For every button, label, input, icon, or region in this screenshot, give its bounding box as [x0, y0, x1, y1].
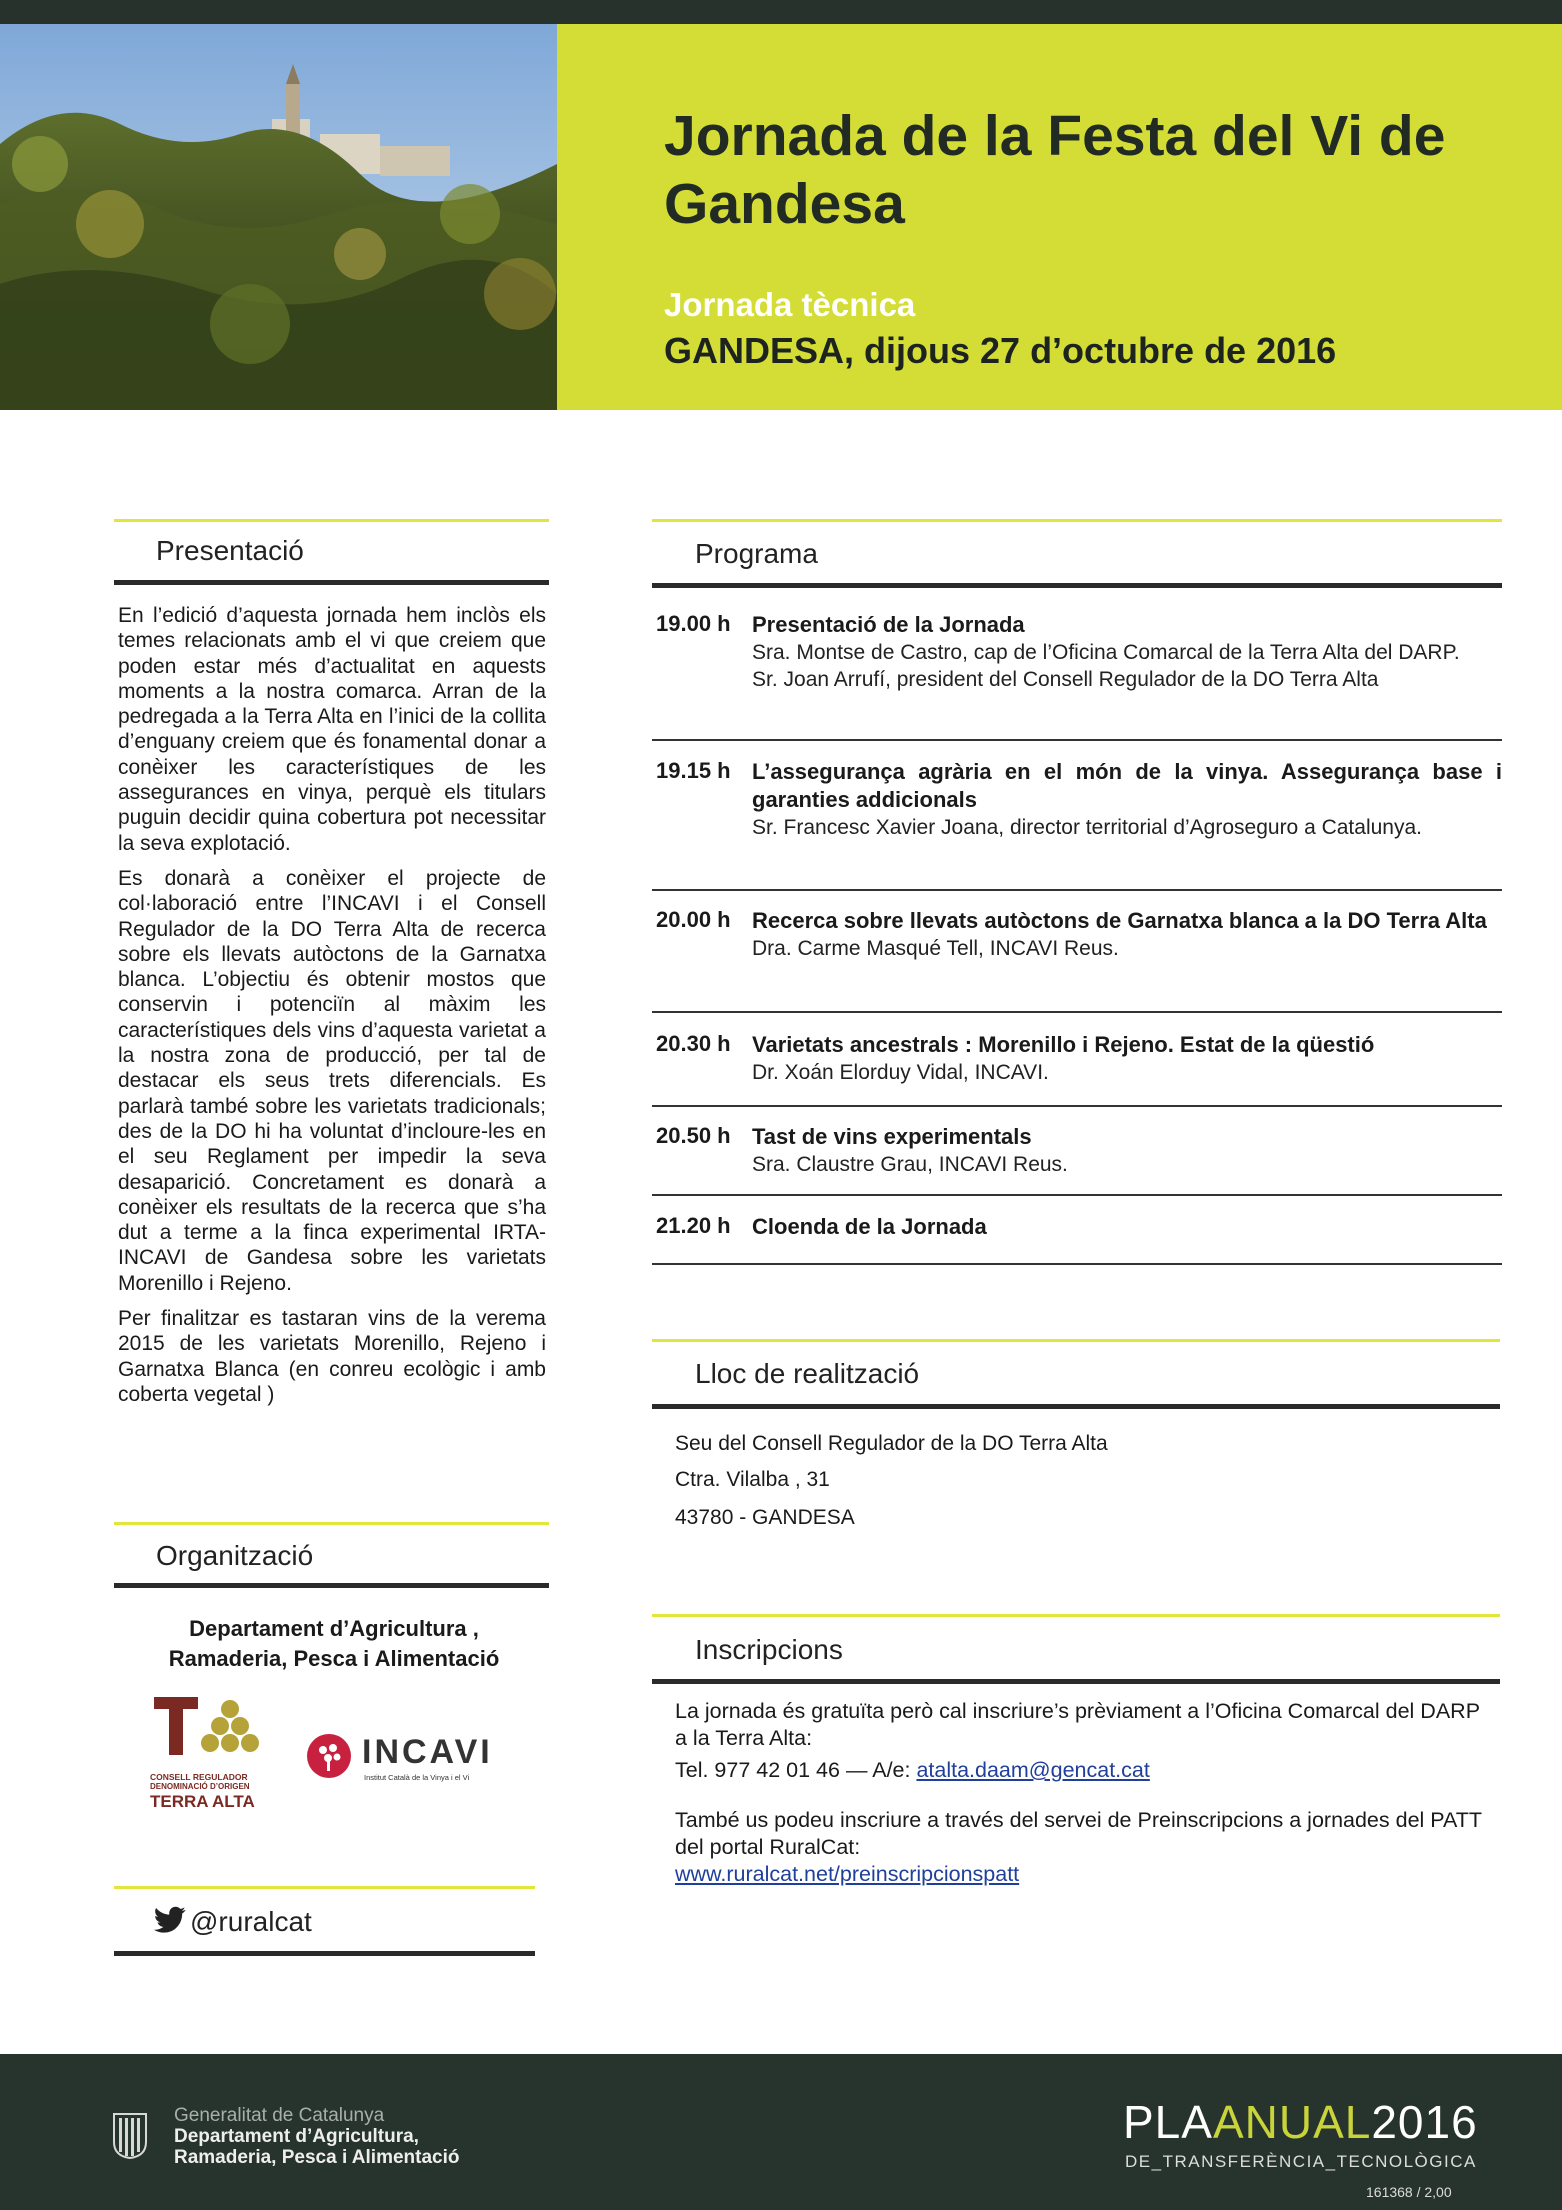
- program-time: 21.20 h: [656, 1213, 731, 1238]
- incavi-logo: [306, 1729, 516, 1789]
- program-title: Presentació de la Jornada: [752, 612, 1025, 637]
- pla-anual-logo: [1123, 2098, 1478, 2146]
- program-item: [652, 1031, 1502, 1107]
- department-line: Ramaderia, Pesca i Alimentació: [168, 1646, 500, 1671]
- program-item: [652, 1123, 1502, 1196]
- program-speaker: Sr. Joan Arrufí, president del Consell Regulador de la DO Terra Alta: [752, 668, 1379, 691]
- programa-heading: Programa: [695, 538, 818, 569]
- program-title: Recerca sobre llevats autòctons de Garnatxa blanca a la DO Terra Alta: [752, 908, 1487, 933]
- ruralcat-url: [675, 1861, 1495, 1888]
- program-time: 19.00 h: [656, 611, 731, 636]
- page-title: Jornada de la Festa del Vi de Gandesa: [664, 104, 1446, 236]
- terra-alta-logo-line: DENOMINACIÓ D’ORIGEN: [150, 1782, 250, 1791]
- terra-alta-logo-name: TERRA ALTA: [150, 1792, 255, 1811]
- organitzacio-header: [114, 1522, 549, 1588]
- footer-gen-line: Ramaderia, Pesca i Alimentació: [174, 2147, 460, 2168]
- inscripcions-text: La jornada és gratuïta però cal inscriure’s prèviament a l’Oficina Comarcal del DARP a la Terra Alta:: [675, 1699, 1480, 1750]
- program-time: 20.50 h: [656, 1123, 731, 1148]
- program-time: 19.15 h: [656, 758, 731, 783]
- organitzacio-heading: Organització: [156, 1540, 314, 1571]
- presentacio-header: [114, 519, 549, 585]
- preinscripcions-link[interactable]: www.ruralcat.net/preinscripcionspatt: [675, 1862, 1020, 1886]
- lloc-header: [652, 1339, 1500, 1409]
- organizer-name: [114, 1614, 554, 1674]
- program-time: 20.30 h: [656, 1031, 731, 1056]
- top-bar: [0, 0, 1562, 24]
- pla-anual-year: 2016: [1371, 2096, 1478, 2148]
- presentacio-paragraph: Es donarà a conèixer el projecte de col·laboració entre l’INCAVI i el Consell Regulador de la DO Terra Alta de recerca sobre els llevats autòctons de la Garnatxa blanca. L’objectiu és obtenir mostos que conservin i potenciïn al màxim les característiques dels vins d’aquesta varietat a la nostra zona de producció, per tal de destacar els seus trets diferencials. Es parlarà també sobre les varietats tradicionals; des de la DO hi ha voluntat d’incloure-les en el seu Reglament per impedir la seva desaparició. Concretament es donarà a conèixer els resultats de la recerca que s’ha dut a terme a la finca experimental IRTA-INCAVI de Gandesa sobre les varietats Morenillo i Rejeno.: [118, 866, 546, 1295]
- programa-header: [652, 519, 1502, 588]
- presentacio-paragraph: En l’edició d’aquesta jornada hem inclòs els temes relacionats amb el vi que creiem que poden estar més d’actualitat en aquests moments a la nostra comarca. Arran de la pedregada a la Terra Alta en l’inici de la collita d’enguany creiem que és fonamental donar a conèixer les característiques de les assegurances en vinya, perquè els titulars puguin decidir quina cobertura pot necessitar la seva explotació.: [118, 604, 546, 855]
- venue-city: 43780 - GANDESA: [675, 1506, 855, 1529]
- presentacio-heading: Presentació: [156, 535, 304, 566]
- incavi-logo-mark: [306, 1733, 352, 1779]
- twitter-handle[interactable]: @ruralcat: [190, 1906, 312, 1937]
- program-item: [652, 611, 1502, 741]
- program-item: [652, 758, 1502, 891]
- incavi-name: INCAVI: [362, 1733, 493, 1771]
- department-line: Departament d’Agricultura ,: [189, 1616, 479, 1641]
- terra-alta-logo: [150, 1695, 290, 1815]
- document-code: 161368 / 2,00: [1366, 2184, 1452, 2200]
- footer-gen-line: Generalitat de Catalunya: [174, 2105, 385, 2126]
- presentacio-paragraph: Per finalitzar es tastaran vins de la verema 2015 de les varietats Morenillo, Rejeno i Garnatxa Blanca (en conreu ecològic i amb coberta vegetal ): [118, 1307, 546, 1406]
- terra-alta-logo-line: CONSELL REGULADOR: [150, 1772, 248, 1782]
- program-time: 20.00 h: [656, 907, 731, 932]
- program-speaker: Sra. Claustre Grau, INCAVI Reus.: [752, 1153, 1068, 1176]
- twitter-icon: [154, 1906, 186, 1934]
- lloc-heading: Lloc de realització: [695, 1358, 920, 1389]
- program-item: [652, 1213, 1502, 1265]
- event-date: GANDESA, dijous 27 d’octubre de 2016: [664, 330, 1337, 371]
- page-subtitle: Jornada tècnica: [664, 286, 916, 323]
- program-title: L’assegurança agrària en el món de la vinya. Assegurança base i garanties addicionals: [752, 759, 1502, 812]
- program-title: Varietats ancestrals : Morenillo i Rejeno. Estat de la qüestió: [752, 1032, 1375, 1057]
- twitter-box: [114, 1886, 535, 1956]
- pla-anual-subtitle: DE_TRANSFERÈNCIA_TECNOLÒGICA: [1125, 2152, 1477, 2171]
- program-title: Tast de vins experimentals: [752, 1124, 1032, 1149]
- pla-anual-text: ANUAL: [1212, 2096, 1372, 2148]
- program-speaker: Dr. Xoán Elorduy Vidal, INCAVI.: [752, 1061, 1049, 1084]
- phone-label: Tel. 977 42 01 46 — A/e:: [675, 1758, 917, 1782]
- inscripcions-text: També us podeu inscriure a través del servei de Preinscripcions a jornades del PATT del portal RuralCat:: [675, 1808, 1482, 1859]
- program-speaker: Sr. Francesc Xavier Joana, director territorial d’Agroseguro a Catalunya.: [752, 816, 1422, 839]
- program-item: [652, 907, 1502, 1013]
- venue-name: Seu del Consell Regulador de la DO Terra Alta: [675, 1432, 1108, 1455]
- generalitat-emblem-icon: [112, 2112, 148, 2160]
- presentacio-text: [118, 603, 546, 1417]
- program-speaker: Sra. Montse de Castro, cap de l’Oficina Comarcal de la Terra Alta del DARP.: [752, 641, 1460, 664]
- vineyard-photo: [0, 24, 557, 410]
- terra-alta-logo-mark: [150, 1695, 290, 1765]
- pla-anual-text: PLA: [1123, 2096, 1213, 2148]
- incavi-tagline: Institut Català de la Vinya i el Vi: [364, 1773, 470, 1782]
- venue-street: Ctra. Vilalba , 31: [675, 1468, 830, 1491]
- inscripcions-contact: [675, 1757, 1495, 1784]
- program-speaker: Dra. Carme Masqué Tell, INCAVI Reus.: [752, 937, 1119, 960]
- inscripcions-heading: Inscripcions: [695, 1634, 843, 1665]
- email-link[interactable]: atalta.daam@gencat.cat: [916, 1758, 1150, 1782]
- inscripcions-header: [652, 1614, 1500, 1684]
- program-title: Cloenda de la Jornada: [752, 1214, 987, 1239]
- footer-gen-line: Departament d’Agricultura,: [174, 2126, 419, 2147]
